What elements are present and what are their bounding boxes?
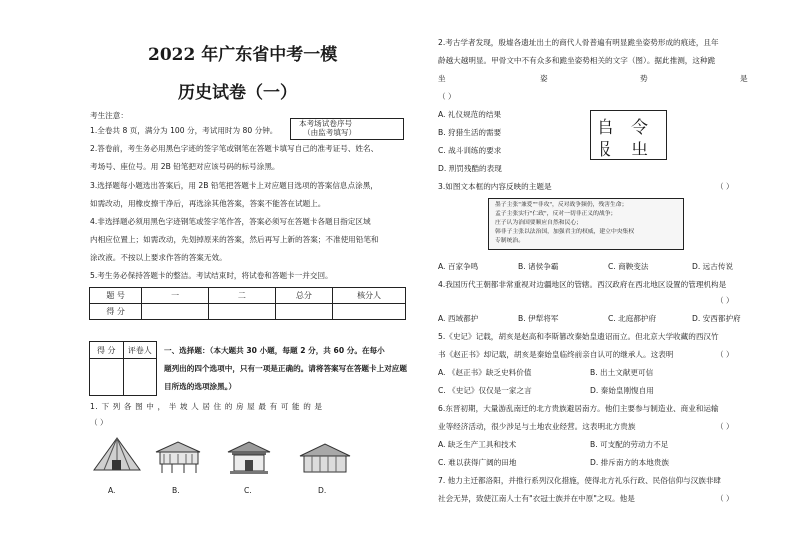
- q2-option[interactable]: C. 战斗训练的要求: [438, 146, 502, 155]
- longhouse-d-icon[interactable]: [298, 442, 352, 474]
- quote-line: 专制统治。: [495, 238, 524, 244]
- q2-line-word: 势: [640, 74, 648, 83]
- q7-line: 7. 他力主迁都洛阳，并推行系列汉化措施，使得北方礼乐行政、民俗信仰与汉族非肆: [438, 476, 722, 485]
- q4-option[interactable]: A. 西域都护: [438, 314, 479, 323]
- q1-stem: 1. 下 列 各 图 中 ， 半 坡 人 居 住 的 房 屋 最 有 可 能 的 是: [90, 402, 323, 411]
- q1-option-label: A.: [108, 486, 116, 495]
- notice-line: 4.非选择题必须用黑色字迹钢笔或签字笔作答，答案必须写在答题卡各题目指定区域: [90, 217, 371, 226]
- notice-line: 5.考生务必保持答题卡的整洁。考试结束时，将试卷和答题卡一并交回。: [90, 271, 333, 280]
- q4-option[interactable]: B. 伊犁将军: [518, 314, 559, 323]
- section-heading-line: 一、选择题：（本大题共 30 小题，每题 2 分，共 60 分。在每小: [164, 346, 385, 355]
- q7-paren: （ ）: [716, 494, 734, 503]
- score-table-header-row: [90, 288, 406, 304]
- quote-line: 韩非子主张以法治国，加强君主的权威，建立中央集权: [495, 229, 635, 235]
- notice-line: 1.全卷共 8 页，满分为 100 分，考试用时为 80 分钟。: [90, 126, 278, 135]
- oracle-glyph: 𠂤: [597, 118, 614, 138]
- score-cell[interactable]: [275, 304, 332, 320]
- score-cell[interactable]: [142, 304, 209, 320]
- q1-paren: （ ）: [90, 418, 108, 427]
- seat-box-line: 本考场试卷序号: [299, 119, 353, 128]
- q1-option-label: C.: [244, 486, 252, 495]
- score-header-cell: 一: [142, 288, 209, 304]
- grader-header-cell: 评卷人: [123, 342, 157, 359]
- score-cell[interactable]: [333, 304, 406, 320]
- q5-line: 5.《史记》记载，胡亥是赵高和李斯篡改秦始皇遗诏而立。但北京大学收藏的西汉竹: [438, 332, 719, 341]
- oracle-glyph: 𠬝: [597, 140, 614, 160]
- q3-option[interactable]: B. 诸侯争霸: [518, 262, 559, 271]
- q2-line-word: 坐: [438, 74, 446, 83]
- q3-quote-box: [488, 198, 684, 250]
- score-row-label: 得 分: [90, 304, 142, 320]
- q2-line: 龄越大越明显。甲骨文中不有众多和跪坐姿势相关的文字（图）。据此推测，这种跪: [438, 56, 716, 65]
- oracle-glyph: 㞢: [631, 140, 648, 160]
- q2-option[interactable]: B. 狩猎生活的需要: [438, 128, 502, 137]
- notice-line: 考场号、座位号。用 2B 铅笔把对应该号码的标号涂黑。: [90, 162, 280, 171]
- q5-option[interactable]: C. 《史记》仅仅是一家之言: [438, 386, 532, 395]
- q5-option[interactable]: D. 秦始皇刚愎自用: [590, 386, 654, 395]
- score-table: [89, 287, 406, 320]
- section-heading-line: 题列出的四个选项中，只有一项是正确的。请将答案写在答题卡上对应题: [164, 364, 407, 373]
- grader-header-cell: 得 分: [90, 342, 124, 359]
- notice-line: 涂改液。不按以上要求作答的答案无效。: [90, 253, 227, 262]
- q6-option[interactable]: A. 缺乏生产工具和技术: [438, 440, 517, 449]
- oracle-glyph: 令: [631, 118, 648, 138]
- grader-table: [89, 341, 157, 396]
- q1-option-label: B.: [172, 486, 180, 495]
- q6-paren: （ ）: [716, 422, 734, 431]
- score-header-cell: 总分: [275, 288, 332, 304]
- q4-option[interactable]: C. 北庭都护府: [608, 314, 657, 323]
- quote-line: 庄子认为治国要顺应自然和民心；: [495, 220, 582, 226]
- pavilion-c-icon[interactable]: [226, 440, 272, 474]
- section-heading-line: 目所选的选项涂黑。）: [164, 382, 237, 391]
- q6-line: 业等经济活动，很少涉足与土地农业经营。这表明北方贵族: [438, 422, 636, 431]
- score-cell[interactable]: [209, 304, 276, 320]
- q3-option[interactable]: C. 商鞅变法: [608, 262, 649, 271]
- notice-line: 3.选择题每小题选出答案后，用 2B 铅笔把答题卡上对应题目选项的答案信息点涂黑，: [90, 181, 378, 190]
- score-header-cell: 题 号: [90, 288, 142, 304]
- page-title: 2022 年广东省中考一模: [148, 45, 338, 65]
- q5-option[interactable]: A. 《赵正书》缺乏史料价值: [438, 368, 532, 377]
- q2-line-word: 是: [740, 74, 748, 83]
- q2-line-word: 姿: [540, 74, 548, 83]
- q4-option[interactable]: D. 安西都护府: [692, 314, 741, 323]
- q3-option[interactable]: D. 远古传说: [692, 262, 734, 271]
- q5-line: 书《赵正书》却记载，胡亥是秦始皇临终前亲自认可的继承人。这表明: [438, 350, 674, 359]
- page-subtitle: 历史试卷（一）: [178, 83, 297, 103]
- notice-heading: 考生注意：: [90, 111, 128, 120]
- q2-option[interactable]: D. 刑罚残酷的表现: [438, 164, 502, 173]
- oracle-bone-figure: [590, 110, 667, 160]
- q4-stem: 4.我国历代王朝都非常重视对边疆地区的管辖。西汉政府在西北地区设置的管理机构是: [438, 280, 727, 289]
- grader-cell[interactable]: [90, 359, 124, 396]
- seat-number-box: [290, 118, 404, 140]
- score-table-row: [90, 304, 406, 320]
- q4-paren: （ ）: [716, 296, 734, 305]
- score-header-cell: 核分人: [333, 288, 406, 304]
- q6-option[interactable]: C. 难以获得广阔的田地: [438, 458, 517, 467]
- q7-line: 社会无异，致使江南人士有"衣冠士族并在中原"之叹。他是: [438, 494, 635, 503]
- score-header-cell: 二: [209, 288, 276, 304]
- seat-box-line: （由监考填写）: [303, 128, 357, 137]
- q6-line: 6.东晋初期，大量游乱南迁的北方贵族避居南方。他们主要参与制造业、商业和运输: [438, 404, 719, 413]
- grader-cell[interactable]: [123, 359, 157, 396]
- q3-stem: 3.如图文本框的内容反映的主题是: [438, 182, 552, 191]
- q6-option[interactable]: D. 排斥南方的本地贵族: [590, 458, 670, 467]
- q5-paren: （ ）: [716, 350, 734, 359]
- q6-option[interactable]: B. 可支配的劳动力不足: [590, 440, 669, 449]
- hut-a-icon[interactable]: [92, 436, 142, 474]
- q2-line: 2.考古学者发现，殷墟各遗址出土的商代人骨普遍有明显跪坐姿势形成的痕迹，且年: [438, 38, 719, 47]
- q1-option-label: D.: [318, 486, 327, 495]
- q3-option[interactable]: A. 百家争鸣: [438, 262, 479, 271]
- stilt-house-b-icon[interactable]: [152, 440, 204, 474]
- q2-paren: （ ）: [438, 92, 456, 101]
- quote-line: 墨子主张"兼爱""非攻"，反对战争频仍，残害生命；: [495, 202, 628, 208]
- notice-line: 内相应位置上；如需改动，先划掉原来的答案，然后再写上新的答案；不准使用铅笔和: [90, 235, 379, 244]
- notice-line: 如需改动，用橡皮擦干净后，再选涂其他答案，答案不能答在试题上。: [90, 199, 326, 208]
- quote-line: 孟子主张实行"仁政"，反对一切非正义的战争；: [495, 211, 617, 217]
- q2-option[interactable]: A. 礼仪规范的结果: [438, 110, 502, 119]
- q3-paren: （ ）: [716, 182, 734, 191]
- notice-line: 2.答卷前，考生务必用黑色字迹的签字笔或钢笔在答题卡填写自己的准考证号、姓名、: [90, 144, 379, 153]
- q5-option[interactable]: B. 出土文献更可信: [590, 368, 654, 377]
